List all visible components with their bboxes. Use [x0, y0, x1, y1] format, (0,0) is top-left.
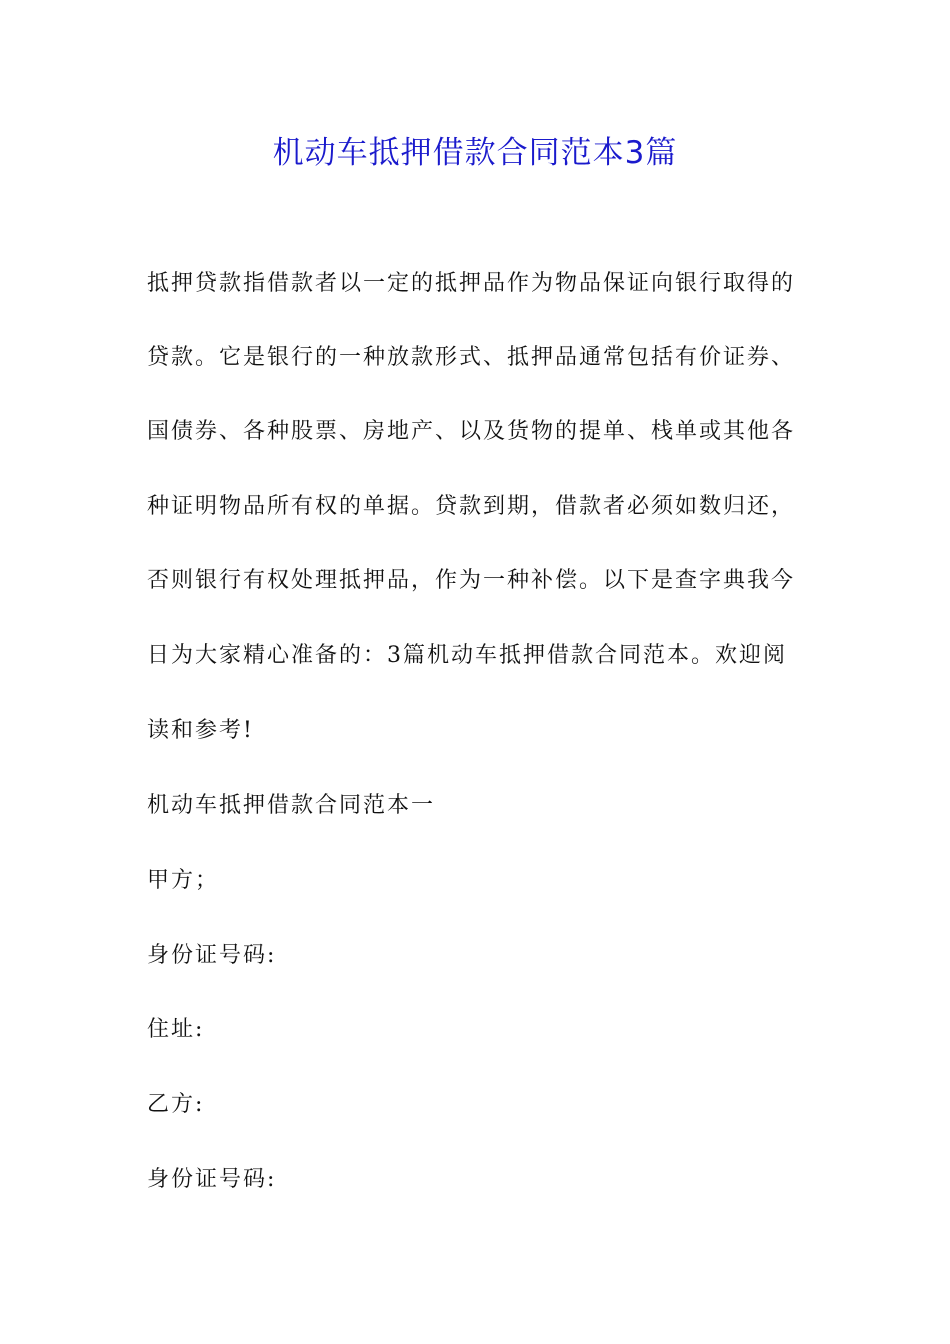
- party-a-address-label: 住址:: [147, 1017, 205, 1042]
- intro-line-4: 种证明物品所有权的单据。贷款到期，借款者必须如数归还，: [147, 494, 796, 519]
- intro-line-7: 读和参考!: [147, 718, 254, 743]
- intro-line-3: 国债券、各种股票、房地产、以及货物的提单、栈单或其他各: [147, 419, 796, 444]
- party-b-id-label: 身份证号码:: [147, 1167, 277, 1192]
- intro-line-2: 贷款。它是银行的一种放款形式、抵押品通常包括有价证券、: [147, 345, 796, 370]
- intro-line-5: 否则银行有权处理抵押品，作为一种补偿。以下是查字典我今: [147, 568, 796, 593]
- party-b-label: 乙方:: [147, 1092, 205, 1117]
- document-title: 机动车抵押借款合同范本3篇: [272, 135, 678, 171]
- party-a-label: 甲方；: [147, 868, 220, 893]
- section-heading: 机动车抵押借款合同范本一: [147, 793, 436, 818]
- intro-line-1: 抵押贷款指借款者以一定的抵押品作为物品保证向银行取得的: [147, 271, 796, 296]
- party-a-id-label: 身份证号码:: [147, 943, 277, 968]
- intro-line-6: 日为大家精心准备的：3篇机动车抵押借款合同范本。欢迎阅: [147, 643, 787, 668]
